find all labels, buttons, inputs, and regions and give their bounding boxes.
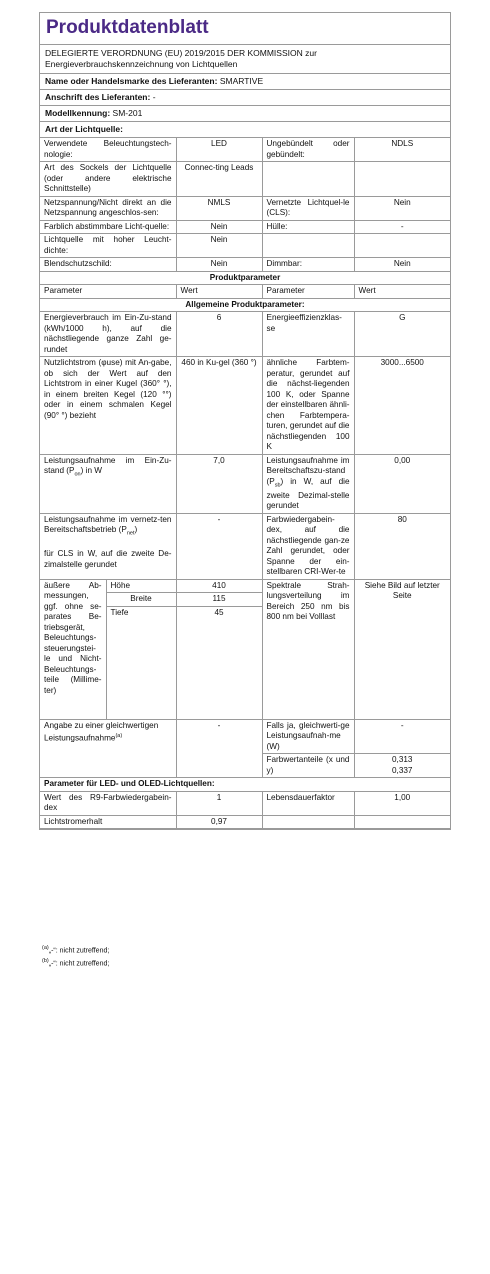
param-label-text: Leistungsaufnahme im vernetz-ten Bereitschaftsbetrieb (P xyxy=(44,514,172,535)
type-value: NMLS xyxy=(176,196,262,220)
footnotes xyxy=(42,943,109,970)
equivalent-power-label: Falls ja, gleichwerti-ge Leistungsaufnah-me (W) xyxy=(262,719,354,754)
table-row xyxy=(40,815,450,829)
type-value-2: NDLS xyxy=(354,138,450,162)
maintenance-value: 0,97 xyxy=(176,815,262,829)
param-value: 6 xyxy=(176,312,262,357)
chromaticity-y: 0,337 xyxy=(392,765,413,775)
type-label: Farblich abstimmbare Licht-quelle: xyxy=(40,220,176,234)
page-title: Produktdatenblatt xyxy=(40,13,450,45)
param-label: Nutzlichtstrom (φuse) mit An-gabe, ob sich der Wert auf den Lichtstrom in einer Kugel (360° °), in einem breiten Kegel (120 °°) oder in einem schmalen Kegel (90° °) bezieht xyxy=(40,357,176,455)
type-value-2: - xyxy=(354,220,450,234)
header-param-2: Parameter xyxy=(262,285,354,299)
param-label: Energieverbrauch im Ein-Zu-stand (kWh/1000 h), auf die nächstliegende ganze Zahl ge-rundet xyxy=(40,312,176,357)
type-value: Nein xyxy=(176,234,262,258)
type-label: Blendschutzschild: xyxy=(40,258,176,272)
supplier-value: SMARTIVE xyxy=(219,76,264,86)
table-row xyxy=(40,258,450,272)
footnote-text: „-“: nicht zutreffend; xyxy=(48,960,110,968)
table-row xyxy=(40,196,450,220)
model-row xyxy=(40,106,450,122)
param-label xyxy=(40,454,176,513)
type-value: Nein xyxy=(176,258,262,272)
equivalent-label xyxy=(40,719,176,778)
empty-cell xyxy=(262,815,354,829)
dimensions-cell xyxy=(40,579,176,719)
table-row xyxy=(40,791,450,815)
param-value: 460 in Ku-gel (360 °) xyxy=(176,357,262,455)
footnote-mark: (a) xyxy=(42,945,49,951)
param-label-text-end: ) in W xyxy=(80,466,103,475)
spectral-value: Siehe Bild auf letzter Seite xyxy=(354,579,450,719)
general-params-heading: Allgemeine Produktparameter: xyxy=(40,298,450,312)
type-value-2: Nein xyxy=(354,196,450,220)
led-params-heading: Parameter für LED- und OLED-Lichtquellen: xyxy=(40,778,450,792)
dimensions-values xyxy=(176,579,262,719)
type-value: Nein xyxy=(176,220,262,234)
footnote-mark: (b) xyxy=(42,958,49,965)
header-param: Parameter xyxy=(40,285,176,299)
supplier-row xyxy=(40,74,450,90)
spacer xyxy=(44,539,172,549)
type-value: LED xyxy=(176,138,262,162)
param-label-subscript: sb xyxy=(274,482,281,489)
table-row xyxy=(40,234,450,258)
param-label-text-end: ) in W, auf die zweite Dezimal-stelle gerundet xyxy=(266,476,350,511)
param-label-text: Leistungsaufnahme im Bereitschaftszu-stand (P xyxy=(266,455,350,486)
table-row xyxy=(40,454,450,513)
table-row xyxy=(40,579,450,719)
table-row xyxy=(40,138,450,162)
address-value: - xyxy=(152,92,156,102)
equivalent-power-value: - xyxy=(354,719,450,754)
param-label-2: ähnliche Farbtem-peratur, gerundet auf die nächst-liegenden 100 K, oder Spanne der einstellbaren ähnli-chen Farbtempera-turen, gerundet auf die nächstliegenden 100 K xyxy=(262,357,354,455)
type-label: Verwendete Beleuchtungstech-nologie: xyxy=(40,138,176,162)
type-label-2: Ungebündelt oder gebündelt: xyxy=(262,138,354,162)
type-value-2 xyxy=(354,162,450,197)
type-label-2: Hülle: xyxy=(262,220,354,234)
light-source-table xyxy=(40,138,450,829)
chromaticity-value xyxy=(354,754,450,778)
r9-label: Wert des R9-Farbwiedergabein-dex xyxy=(40,791,176,815)
section-row xyxy=(40,271,450,285)
type-value-2: Nein xyxy=(354,258,450,272)
dimension-name: Breite xyxy=(106,593,176,607)
equivalent-value: - xyxy=(176,719,262,778)
type-label-2: Vernetzte Lichtquel-le (CLS): xyxy=(262,196,354,220)
header-value-2: Wert xyxy=(354,285,450,299)
table-row xyxy=(40,513,450,579)
maintenance-label: Lichtstromerhalt xyxy=(40,815,176,829)
dimension-value: 410 xyxy=(177,580,262,594)
light-source-type-heading: Art der Lichtquelle: xyxy=(40,122,450,138)
table-row xyxy=(40,312,450,357)
param-label-note: für CLS in W, auf die zweite De-zimalstelle gerundet xyxy=(44,549,172,569)
type-label: Lichtquelle mit hoher Leucht-dichte: xyxy=(40,234,176,258)
type-label-2 xyxy=(262,162,354,197)
type-value: Connec-ting Leads xyxy=(176,162,262,197)
dimensions-table xyxy=(40,580,176,719)
header-row xyxy=(40,285,450,299)
lifetime-factor-label: Lebensdauerfaktor xyxy=(262,791,354,815)
chromaticity-label: Farbwertanteile (x und y) xyxy=(262,754,354,778)
product-data-sheet xyxy=(39,12,451,830)
table-row xyxy=(40,357,450,455)
type-value-2 xyxy=(354,234,450,258)
type-label: Netzspannung/Nicht direkt an die Netzspannung angeschlos-sen: xyxy=(40,196,176,220)
param-value-2: G xyxy=(354,312,450,357)
supplier-label: Name oder Handelsmarke des Lieferanten: xyxy=(45,76,218,86)
model-label: Modellkennung: xyxy=(45,108,111,118)
param-label-text-end: ) xyxy=(134,525,138,535)
dimensions-label: äußere Ab-messungen, ggf. ohne se-parates Be-triebsgerät, Beleuchtungs-steuerungstei-le und Nicht-Beleuchtungs-teile (Millime-ter) xyxy=(40,580,106,719)
param-value-2: 80 xyxy=(354,513,450,579)
equivalent-label-text: Angabe zu einer gleichwertigen Leistungsaufnahme xyxy=(44,720,159,743)
section-row xyxy=(40,298,450,312)
param-label-2: Energieeffizienzklas-se xyxy=(262,312,354,357)
footnote-ref: (a) xyxy=(115,733,123,740)
model-value: SM-201 xyxy=(112,108,143,118)
product-params-heading: Produktparameter xyxy=(40,271,450,285)
param-label-text: Leistungsaufnahme im Ein-Zu-stand (P xyxy=(44,455,172,475)
param-label-2 xyxy=(262,454,354,513)
type-label-2: Dimmbar: xyxy=(262,258,354,272)
param-value-2: 0,00 xyxy=(354,454,450,513)
table-row xyxy=(40,220,450,234)
dimension-value: 115 xyxy=(177,593,262,607)
type-label-2 xyxy=(262,234,354,258)
address-label: Anschrift des Lieferanten: xyxy=(45,92,151,102)
param-label-subscript: net xyxy=(126,530,135,537)
dimension-name: Tiefe xyxy=(110,607,129,617)
table-row xyxy=(40,719,450,754)
param-label xyxy=(40,513,176,579)
regulation-text: DELEGIERTE VERORDNUNG (EU) 2019/2015 DER KOMMISSION zur Energieverbrauchskennzeichnung von Lichtquellen xyxy=(40,45,450,74)
chromaticity-x: 0,313 xyxy=(392,755,413,765)
footnote xyxy=(42,956,109,969)
param-value: - xyxy=(176,513,262,579)
spectral-label: Spektrale Strah-lungsverteilung im Bereich 250 nm bis 800 nm bei Volllast xyxy=(262,579,354,719)
type-label: Art des Sockels der Lichtquelle (oder andere elektrische Schnittstelle) xyxy=(40,162,176,197)
param-label-2: Farbwiedergabein-dex, auf die nächstliegende gan-ze Zahl gerundet, oder Spanne der ein-stellbaren CRI-Wer-te xyxy=(262,513,354,579)
footnote xyxy=(42,943,109,956)
address-row xyxy=(40,90,450,106)
param-label-subscript: on xyxy=(74,471,81,478)
dimension-value: 45 xyxy=(214,607,224,617)
r9-value: 1 xyxy=(176,791,262,815)
table-row xyxy=(40,162,450,197)
param-value-2: 3000...6500 xyxy=(354,357,450,455)
section-row xyxy=(40,778,450,792)
header-value: Wert xyxy=(176,285,262,299)
empty-cell xyxy=(354,815,450,829)
dimension-name: Höhe xyxy=(106,580,176,593)
param-value: 7,0 xyxy=(176,454,262,513)
lifetime-factor-value: 1,00 xyxy=(354,791,450,815)
footnote-text: „-“: nicht zutreffend; xyxy=(48,947,110,955)
